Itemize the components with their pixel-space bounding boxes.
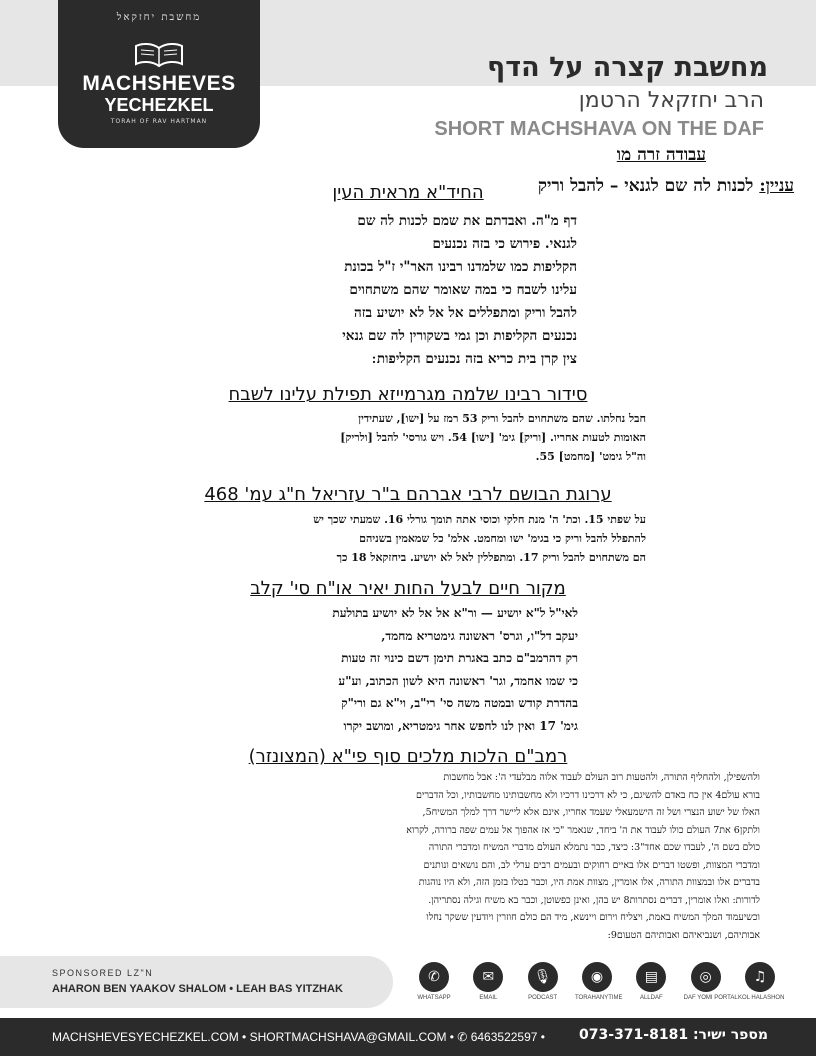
- text-line: לאי"ל ל"א יושיע — ור"א אל אל לא יושיע בתולעת: [332, 606, 578, 620]
- link-label: TORAHANYTIME: [574, 995, 623, 1001]
- text-line: צין קרן בית כריא בזה נכנעים הקליפות ׃: [372, 351, 577, 367]
- section-heading-3: ערוגת הבושם לרבי אברהם ב"ר עזריאל ח"ג עמ' 468: [204, 484, 612, 505]
- link-label: ALLDAF: [639, 995, 663, 1001]
- sponsor-panel: [0, 956, 393, 1008]
- torahanytime-icon: ◉: [582, 962, 612, 992]
- text-line: ולתקן6 את7 העולם כולו לעבוד את ה' ביחד, שנאמר "כי אז אהפוך אל עמים שפה ברורה, לקרוא: [406, 824, 760, 836]
- email-icon: ✉: [473, 962, 503, 992]
- section-heading-1: החיד"א מראית העין: [332, 182, 484, 203]
- text-line: חבל נחלתו. שהם משתחוים להבל וריק 53 רמז על [ישו], שעתידין: [358, 412, 646, 425]
- logo-tagline: TORAH OF RAV HARTMAN: [110, 118, 208, 125]
- text-line: להבל וריק ומתפללים אל אל לא יושיע בזה: [354, 305, 577, 321]
- section-text-2: [170, 409, 646, 466]
- text-line: בדברים אלו ובמצוות התורה, אלו אומרין, מצוות אמת היו, וכבר בטלו בזמן הזה, ולא היו נוהגות: [418, 877, 760, 888]
- footer-contact[interactable]: MACHSHEVESYECHEZKEL.COM • SHORTMACHSHAVA@GMAIL.COM • ✆ 6463522597 •: [52, 1030, 545, 1044]
- sponsor-label: SPONSORED LZ"N: [52, 968, 154, 978]
- text-line: ולהשפילן, ולהחליף התורה, ולהטעות רוב העולם לעבוד אלוה מבלעדי ה': אבל מחשבות: [443, 772, 760, 783]
- link-label: WHATSAPP: [417, 995, 451, 1001]
- logo-hebrew: מחשבת יחזקאל: [116, 12, 202, 23]
- text-line: כי שמו אחמד, וגר' ראשונה היא לשון הכתוב, וע"ע: [338, 673, 578, 688]
- text-line: וה"ל גימט' [מחמט] 55.: [535, 450, 646, 463]
- text-line: יעקב דל"ו, וגרס' ראשונה גימטריא מחמד,: [381, 628, 578, 643]
- topic-text: לכנות לה שם לגנאי – להבל וריק: [537, 176, 754, 196]
- link-podcast[interactable]: [521, 962, 565, 1008]
- text-line: לדורות: ואלו אומרין, דברים נסתרות8 יש בהן, ואינן כפשוטן, וכבר בא משיח וגילה נסתריהן.: [428, 894, 760, 906]
- section-heading-5: רמב"ם הלכות מלכים סוף פי"א (המצונזר): [248, 746, 568, 767]
- text-line: אבותיהם, ושנביאיהם ואבותיהם הטעום9:: [607, 929, 760, 941]
- text-line: הקליפות כמו שלמדנו רבינו האר"י ז"ל בכונת: [344, 259, 577, 275]
- link-email[interactable]: [466, 962, 510, 1008]
- text-line: רק דהרמב"ם כתב באגרת תימן דשם כינוי זה טעות: [341, 651, 578, 665]
- link-label: EMAIL: [479, 995, 498, 1001]
- tractate-heading: עבודה זרה מו: [616, 145, 706, 165]
- link-alldaf[interactable]: [629, 962, 673, 1008]
- topic-label: עניין:: [759, 176, 794, 196]
- logo: [58, 0, 260, 148]
- text-line: בורא עולם4 אין כח באדם להשיגם, כי לא דרכינו דרכיו ולא מחשבותינו מחשבותיו, וכל הדברים: [415, 789, 760, 801]
- author-name: הרב יחזקאל הרטמן: [578, 88, 764, 113]
- alldaf-icon: ▤: [636, 962, 666, 992]
- text-line: האלו של ישוע הנצרי ושל זה הישמעאלי שעמד אחריו, אינם אלא ליישר דרך למלך המשיח5,: [422, 807, 760, 818]
- footer-bar: [0, 1018, 816, 1056]
- logo-line1: MACHSHEVES: [82, 72, 236, 95]
- dafyomi-portal-icon: ◎: [691, 962, 721, 992]
- link-kolhalashon[interactable]: [737, 962, 785, 1008]
- text-line: בהדרת קודש ובמטה משה סי' רי"ב, וי"א גם ורי"ק: [341, 696, 578, 710]
- podcast-icon: 🎙: [528, 962, 558, 992]
- link-torahanytime[interactable]: [574, 962, 623, 1008]
- text-line: להתפלל להבל וריק כי בגימ' ישו ומחמט. אלמ' כל שמאמין בשניהם: [359, 532, 646, 545]
- sponsor-names: AHARON BEN YAAKOV SHALOM • LEAH BAS YITZHAK: [52, 983, 343, 995]
- link-icons: [412, 962, 785, 1008]
- text-line: גימ' 17 ואין לנו לחפש אחר גימטריא, ומושב יקרו: [343, 718, 578, 733]
- link-whatsapp[interactable]: [412, 962, 456, 1008]
- page-title-english: SHORT MACHSHAVA ON THE DAF: [434, 118, 764, 140]
- link-label: KOL HALASHON: [737, 995, 785, 1001]
- link-dafyomi-portal[interactable]: [683, 962, 738, 1008]
- section-heading-2: סידור רבינו שלמה מגרמייזא תפילת עלינו לשבח: [228, 384, 588, 405]
- whatsapp-icon: ✆: [419, 962, 449, 992]
- topic-heading: [534, 172, 794, 200]
- footer-direct-line[interactable]: מספר ישיר: 073-371-8181: [579, 1027, 768, 1043]
- open-book-icon: [134, 40, 184, 68]
- text-line: נכנעים הקליפות וכן גמי בשקורין לה שם גנאי: [342, 328, 577, 344]
- text-line: דף מ"ה. ואבדתם את שמם לכנות לה שם: [357, 213, 577, 229]
- text-line: הם משתחוים להבל וריק 17. ומתפללין לאל לא יושיע. ביחזקאל 18 כך: [336, 551, 646, 564]
- page-title: מחשבת קצרה על הדף: [487, 52, 768, 83]
- text-line: וכשיעמוד המלך המשיח באמת, ויצליח וירום ויינשא, מיד הם כולם חוזרין ויודעין ששקר נחלו: [426, 912, 760, 923]
- text-line: על שפתי 15. וכת' ה' מנת חלקי וכוסי אתה תומך גורלי 16. שמעתי שכך יש: [313, 513, 646, 526]
- section-text-3: [170, 510, 646, 567]
- text-line: ומדברי המצוות, ופשטו דברים אלו באיים רחוקים ובעמים רבים ערלי לב, והם נושאים ונותנים: [423, 859, 760, 871]
- text-line: כולם בשם ה', לעבדו שכם אחד"3: כיצד, כבר נתמלא העולם מדברי המשיח ומדברי התורה: [428, 842, 760, 853]
- section-heading-4: מקור חיים לבעל החות יאיר או"ח סי' קלב: [250, 578, 566, 599]
- text-line: עלינו לשבח כי במה שאומר שהם משתחוים: [349, 282, 577, 298]
- section-text-5: [60, 769, 760, 944]
- kolhalashon-icon: ♫: [745, 962, 775, 992]
- link-label: DAF YOMI PORTAL: [683, 995, 738, 1001]
- text-line: לגנאי. פירוש כי בזה נכנעים: [432, 236, 577, 252]
- logo-line2: YECHEZKEL: [104, 95, 214, 115]
- section-text-1: [245, 210, 577, 371]
- section-text-4: [238, 602, 578, 737]
- link-label: PODCAST: [528, 995, 558, 1001]
- text-line: האומות לטעות אחריו. [וריק] גימ' [ישו] 54. ויש גורסי' להבל [ולריק]: [340, 431, 646, 444]
